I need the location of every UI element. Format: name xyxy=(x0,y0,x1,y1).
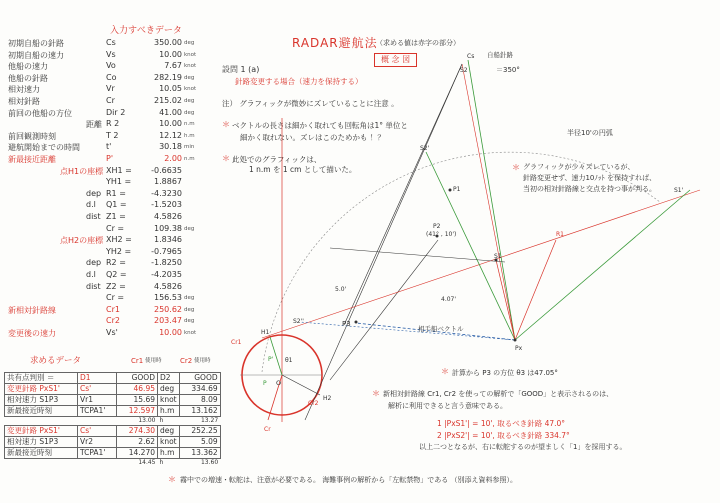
title-note: （求める値は赤字の部分） xyxy=(376,39,460,47)
result-cell: 変更針路 PxS1' xyxy=(5,384,78,395)
input-u: n.m xyxy=(184,156,195,162)
input-s: Vo xyxy=(106,61,116,71)
result-cell: 2.62 xyxy=(117,437,158,448)
own-course-line xyxy=(468,60,515,340)
input-u: knot xyxy=(184,86,197,93)
result-cell: knot xyxy=(158,437,180,448)
result-cell: Cs' xyxy=(78,426,117,437)
input-u: n.m xyxy=(184,121,195,128)
input-s: XH1 = xyxy=(106,165,132,175)
bullet-icon: ＊ xyxy=(441,367,449,376)
input-s: Q2 = xyxy=(106,270,127,279)
input-s: Z2 = xyxy=(106,281,126,291)
input-v: 4.5826 xyxy=(154,281,182,291)
label-relvec: 相手船ベクトル xyxy=(418,325,464,333)
input-s: Vr xyxy=(106,84,115,94)
input-v: 282.19 xyxy=(154,72,182,82)
h2-line xyxy=(282,375,320,395)
note-4c: 当初の相対針路線と交点を持つ事が判る。 xyxy=(523,185,656,193)
input-v: 10.05 xyxy=(159,84,182,94)
result-cell: 新最接近時刻 xyxy=(5,406,78,417)
label-s2p: S2' xyxy=(420,145,430,152)
input-v: 41.00 xyxy=(159,107,182,117)
input-s: Dir 2 xyxy=(106,107,126,117)
input-k: 避航開始までの時間 xyxy=(8,143,80,153)
input-v: 350.00 xyxy=(154,38,182,47)
input-s: Co xyxy=(106,72,117,82)
input-v: 109.38 xyxy=(154,223,182,233)
input-k: dist xyxy=(86,281,101,291)
result-cell: 14.270 xyxy=(117,448,158,459)
result-cell: deg xyxy=(158,426,180,437)
input-u: deg xyxy=(184,306,195,313)
input-u: knot xyxy=(184,330,197,336)
s2pp-line xyxy=(300,322,515,340)
relative-course-line xyxy=(330,240,438,380)
input-k: 他船の速力 xyxy=(8,62,48,72)
input-s: R1 = xyxy=(106,188,126,198)
label-s1: S1 xyxy=(494,253,502,260)
s1-line xyxy=(496,260,515,340)
input-k: dep xyxy=(86,188,102,198)
result-header: 求めるデータ xyxy=(30,356,82,366)
note-1: 注） グラフィックが微妙にズレていることに注意 。 xyxy=(222,99,399,108)
result-cell: D2 xyxy=(158,373,180,384)
input-k: 初期自船の針路 xyxy=(8,39,64,48)
input-u: deg xyxy=(184,318,195,325)
bullet-icon: ＊ xyxy=(222,154,230,163)
input-u: deg xyxy=(184,225,195,232)
setting-condition: 針路変更する場合（速力を保持する） xyxy=(235,77,363,86)
result-cell: 12.597 xyxy=(117,406,158,417)
result-cell: 相対速力 S1P3 xyxy=(5,395,78,406)
result-cell: GOOD xyxy=(117,373,158,384)
input-k: 相対針路 xyxy=(8,97,40,106)
setting-label: 設問 1 (a) xyxy=(222,65,260,74)
input-k: d.l xyxy=(86,200,96,210)
label-dist-407: 4.07' xyxy=(441,296,457,303)
to-h2-line xyxy=(305,64,462,420)
concept-box: 概 念 図 xyxy=(374,53,417,67)
note-3a: 此処でのグラフィックは、 xyxy=(232,155,322,164)
input-v: 12.12 xyxy=(159,130,182,140)
result-cell: TCPA1' xyxy=(78,406,117,417)
input-u: h.m xyxy=(184,132,195,139)
input-u: deg xyxy=(184,109,195,116)
note-6a: 新相対針路線 Cr1, Cr2 を使っての解析で「GOOD」と表示されるのは、 xyxy=(383,390,614,398)
input-v: 30.18 xyxy=(159,142,182,152)
input-v: 156.53 xyxy=(154,293,182,303)
note-6b: 解析に利用できると言う意味である。 xyxy=(388,402,507,410)
input-k: 前回観測時刻 xyxy=(8,131,56,141)
cr1-used: 使用時 xyxy=(145,358,162,364)
input-k: 相対速力 xyxy=(8,85,40,95)
input-s: t' xyxy=(106,142,112,152)
input-s: R2 = xyxy=(106,258,126,268)
result-cell: 274.30 xyxy=(117,426,158,437)
input-s: YH1 = xyxy=(106,177,132,187)
input-v: -4.3230 xyxy=(151,188,182,198)
result-cell: 13.162 xyxy=(179,406,220,417)
input-s: P' xyxy=(106,154,114,163)
input-v: 7.67 xyxy=(164,61,182,71)
result-cell: 13.27 xyxy=(200,417,219,424)
note-4b: 針路変更せず、速力10ﾉｯﾄ を保持すれば、 xyxy=(523,174,657,182)
input-u: deg xyxy=(184,295,195,302)
result-cell: h.m xyxy=(158,406,180,417)
input-v: 203.47 xyxy=(154,316,182,326)
label-p1: P1 xyxy=(453,186,461,193)
input-v: 4.5826 xyxy=(154,212,182,221)
result-cell: Vr2 xyxy=(78,437,117,448)
label-dist-50: 5.0' xyxy=(335,286,347,293)
input-s: Vs' xyxy=(106,328,118,337)
input-s: Cr xyxy=(106,96,115,105)
input-u: deg xyxy=(184,98,195,104)
input-v: 1.8346 xyxy=(154,235,182,245)
input-s: Q1 = xyxy=(106,200,127,210)
label-s2pp: S2'' xyxy=(293,318,304,325)
label-cr1: Cr1 xyxy=(231,339,242,346)
result-cell: 13.362 xyxy=(179,448,220,459)
page-title: RADAR避航法 xyxy=(292,36,378,50)
input-v: 1.8867 xyxy=(154,177,182,187)
s2-line xyxy=(462,64,515,340)
result-cell: Vr1 xyxy=(78,395,117,406)
input-u: knot xyxy=(184,63,197,70)
input-s: T 2 xyxy=(106,130,119,140)
input-u: min xyxy=(184,144,195,151)
result-cell: 15.69 xyxy=(117,395,158,406)
label-cr: Cr xyxy=(264,426,271,433)
point-px xyxy=(514,339,517,342)
result-cell: 46.95 xyxy=(117,384,158,395)
input-s: Cs xyxy=(106,38,116,47)
result-cell: 13.60 xyxy=(200,459,219,466)
input-u: deg xyxy=(184,40,195,46)
bullet-icon: ＊ xyxy=(372,389,380,398)
cr1-label: Cr1 xyxy=(131,357,144,365)
result-cell: deg xyxy=(158,384,180,395)
input-v: 250.62 xyxy=(154,304,182,314)
input-k: d.l xyxy=(86,270,96,279)
result-cell: 共有点判別 ＝ xyxy=(5,373,78,384)
label-cr2: Cr2 xyxy=(308,400,319,407)
input-s: R 2 xyxy=(106,119,120,129)
input-header: 入力すべきデータ xyxy=(110,26,182,36)
result-cell: h xyxy=(159,459,164,466)
result-cell: h.m xyxy=(158,448,180,459)
label-s2: S2 xyxy=(460,67,468,74)
input-v: 10.00 xyxy=(159,119,182,129)
point-p3 xyxy=(355,321,358,324)
label-theta1: θ1 xyxy=(285,357,293,364)
input-v: -1.8250 xyxy=(151,258,182,268)
input-s: Cr2 xyxy=(106,316,120,326)
own-course-label: 自船針路 xyxy=(487,51,513,59)
label-p2: P2 xyxy=(433,223,441,230)
input-k: dist xyxy=(86,212,101,221)
result-cell: 相対速力 S1P3 xyxy=(5,437,78,448)
label-o: O xyxy=(276,379,282,387)
r1-line xyxy=(515,240,556,340)
input-u: knot xyxy=(184,51,197,58)
input-k: 新相対針路線 xyxy=(8,305,56,315)
label-r1: R1 xyxy=(556,231,564,238)
input-k: 点H2の座標 xyxy=(60,236,104,246)
input-v: 2.00 xyxy=(164,154,182,163)
input-v: 215.02 xyxy=(154,96,182,105)
radius-label: 半径10'の円弧 xyxy=(567,129,613,137)
note-4a: グラフィックが少々ズレているが、 xyxy=(523,163,635,171)
result-cell: 334.69 xyxy=(179,384,220,395)
input-k: 前回の他船の方位 xyxy=(8,108,72,118)
input-s: Vs xyxy=(106,49,116,59)
input-k: 新最接近距離 xyxy=(8,155,56,164)
input-s: YH2 = xyxy=(106,246,132,256)
result-cell: 新最接近時刻 xyxy=(5,448,78,459)
input-v: 10.00 xyxy=(159,49,182,59)
label-px: Px xyxy=(515,345,523,352)
input-s: Cr1 xyxy=(106,304,120,314)
input-k: 変更後の速力 xyxy=(8,329,56,338)
note-2a: ベクトルの長さは細かく取れても回転角は1° 単位と xyxy=(232,121,408,130)
input-s: Cr = xyxy=(106,293,125,303)
s1p-line xyxy=(515,190,690,340)
result-cell: 13.00 xyxy=(138,417,156,424)
note-2b: 細かく取れない。ズレはこのためかも ！？ xyxy=(240,133,385,142)
footer-note: 霧中での増速・転舵は、注意が必要である。 海難事例の解析から「左転禁物」である （別添え資料参照）。 xyxy=(180,476,517,484)
bullet-icon: ＊ xyxy=(222,120,230,129)
result-cell: TCPA1' xyxy=(78,448,117,459)
result-cell: 252.25 xyxy=(179,426,220,437)
result-cell: Cs' xyxy=(78,384,117,395)
label-pp: P' xyxy=(268,356,274,363)
input-v: -0.7965 xyxy=(151,246,182,256)
input-s: Cr = xyxy=(106,223,125,233)
result-cell: 5.09 xyxy=(179,437,220,448)
input-s: Z1 = xyxy=(106,212,126,221)
cr2-used: 使用時 xyxy=(194,358,211,364)
s2p-line xyxy=(426,152,515,340)
cr1-line xyxy=(262,190,700,338)
input-k: 他船の針路 xyxy=(8,73,48,83)
note-7a: 1 |PxS1'| = 10', 取るべき針路 47.0° xyxy=(437,419,566,428)
note-5: 計算から P3 の方位 θ3 は47.05° xyxy=(452,369,558,377)
label-h2: H2 xyxy=(323,395,332,402)
result-cell: D1 xyxy=(78,373,117,384)
input-v: 10.00 xyxy=(159,328,182,337)
input-s: XH2 = xyxy=(106,235,132,245)
radius-arc xyxy=(262,152,660,372)
label-p3: P3 xyxy=(342,320,351,328)
note-7b: 2 |PxS2'| = 10', 取るべき針路 334.7° xyxy=(437,431,570,440)
input-k: 距離 xyxy=(86,120,102,130)
label-h1: H1 xyxy=(261,329,270,336)
bullet-icon: ＊ xyxy=(168,475,176,484)
hz-line xyxy=(330,248,505,262)
label-p2-coord: (41° , 10') xyxy=(426,231,457,238)
result-cell: 変更針路 PxS1' xyxy=(5,426,78,437)
result-cell: knot xyxy=(158,395,180,406)
note-3b: 1 n.m を 1 cm として描いた。 xyxy=(249,165,357,174)
own-course-value: ＝350° xyxy=(496,66,520,74)
input-k: 点H1の座標 xyxy=(60,166,104,176)
label-s1p: S1' xyxy=(674,187,684,194)
point-p1 xyxy=(449,189,452,192)
input-k: dep xyxy=(86,258,102,268)
note-7c: 以上二つとなるが、右に転舵するのが望ましく「1」を採用する。 xyxy=(419,443,627,451)
label-p: P xyxy=(263,380,267,387)
input-u: deg xyxy=(184,74,195,81)
input-v: -0.6635 xyxy=(151,165,182,175)
cr2-label: Cr2 xyxy=(180,357,193,365)
result-cell: GOOD xyxy=(179,373,220,384)
input-v: -4.2035 xyxy=(151,270,182,279)
bullet-icon: ＊ xyxy=(512,163,520,172)
label-cs: Cs xyxy=(467,53,475,60)
input-k: 初期自船の速力 xyxy=(8,50,64,60)
result-cell: h xyxy=(159,417,164,424)
result-cell: 8.09 xyxy=(179,395,220,406)
input-v: -1.5203 xyxy=(151,200,182,210)
result-cell: 14.45 xyxy=(138,459,156,466)
